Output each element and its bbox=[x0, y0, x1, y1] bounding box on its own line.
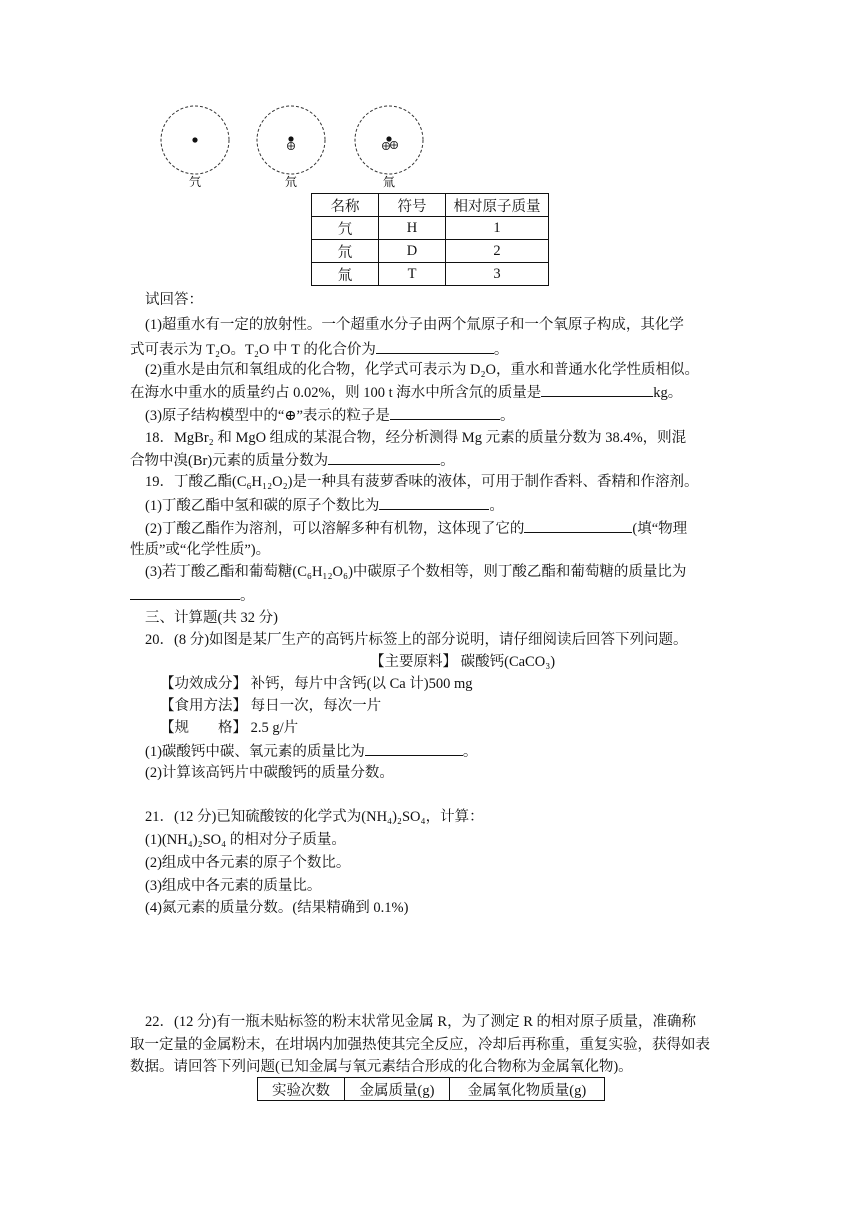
isotope-table bbox=[311, 193, 549, 286]
answer-blank[interactable] bbox=[365, 741, 463, 756]
q21-part2: (2)组成中各元素的原子个数比。 bbox=[145, 855, 351, 871]
q20-part2: (2)计算该高钙片中碳酸钙的质量分数。 bbox=[145, 765, 394, 781]
answer-blank[interactable] bbox=[130, 585, 240, 600]
table-cell: 2 bbox=[446, 240, 549, 263]
table-row bbox=[312, 263, 549, 286]
q19-part3-line2: 。 bbox=[130, 585, 255, 606]
table-header-row bbox=[312, 194, 549, 217]
atom-protium bbox=[161, 106, 229, 189]
atom-label: 氚 bbox=[382, 175, 396, 189]
q17-part3: (3)原子结构模型中的“⊕”表示的粒子是 。 bbox=[145, 405, 514, 426]
table-cell: H bbox=[379, 217, 446, 240]
answer-blank[interactable] bbox=[376, 339, 494, 354]
q21-part4: (4)氮元素的质量分数。(结果精确到 0.1%) bbox=[145, 900, 409, 916]
atom-deuterium bbox=[257, 106, 325, 189]
table-cell: 氕 bbox=[312, 217, 379, 240]
q17-part2-line1: (2)重水是由氘和氧组成的化合物，化学式可表示为 D₂O，重水和普通水化学性质相似。 bbox=[145, 362, 700, 378]
q20-intro: 20．(8 分)如图是某厂生产的高钙片标签上的部分说明，请仔细阅读后回答下列问题。 bbox=[145, 632, 688, 648]
table-cell: 氚 bbox=[312, 263, 379, 286]
experiment-table bbox=[257, 1077, 605, 1101]
answer-blank[interactable] bbox=[328, 450, 440, 465]
answer-blank[interactable] bbox=[524, 518, 632, 533]
section-title: 三、计算题(共 32 分) bbox=[145, 610, 278, 626]
table-row bbox=[312, 240, 549, 263]
q20-part1: (1)碳酸钙中碳、氧元素的质量比为 。 bbox=[145, 741, 477, 762]
electron-dot bbox=[386, 136, 391, 141]
q22-line2: 取一定量的金属粉末，在坩埚内加强热使其完全反应，冷却后再称重，重复实验，获得如表 bbox=[130, 1037, 710, 1053]
table-cell: 氘 bbox=[312, 240, 379, 263]
electron-dot bbox=[288, 136, 293, 141]
table-row bbox=[312, 217, 549, 240]
label-spec: 【规 格】 2.5 g/片 bbox=[160, 720, 299, 736]
atom-label: 氕 bbox=[188, 175, 202, 189]
atom-tritium bbox=[355, 106, 423, 189]
table-header-cell: 金属氧化物质量(g) bbox=[450, 1078, 605, 1101]
table-header-cell: 金属质量(g) bbox=[345, 1078, 450, 1101]
q21-part3: (3)组成中各元素的质量比。 bbox=[145, 878, 322, 894]
atom-label: 氘 bbox=[284, 175, 298, 189]
q22-line1: 22．(12 分)有一瓶未贴标签的粉末状常见金属 R，为了测定 R 的相对原子质量，准确称 bbox=[145, 1014, 696, 1030]
electron-dot bbox=[192, 137, 197, 142]
q19-part2-line2: 性质”或“化学性质”)。 bbox=[130, 542, 271, 558]
q18-line1: 18．MgBr₂ 和 MgO 组成的某混合物，经分析测得 Mg 元素的质量分数为 38.4%，则混 bbox=[145, 430, 687, 446]
table-header-row bbox=[258, 1078, 605, 1101]
table-cell: D bbox=[379, 240, 446, 263]
q21-intro: 21．(12 分)已知硫酸铵的化学式为(NH₄)₂SO₄，计算： bbox=[145, 809, 484, 825]
q21-part1: (1)(NH₄)₂SO₄ 的相对分子质量。 bbox=[145, 832, 346, 848]
q19-intro: 19．丁酸乙酯(C₆H₁₂O₂)是一种具有菠萝香味的液体，可用于制作香料、香精和作溶剂。 bbox=[145, 474, 699, 490]
q18-line2: 合物中溴(Br)元素的质量分数为 。 bbox=[130, 450, 455, 471]
table-cell: 3 bbox=[446, 263, 549, 286]
q19-part3-line1: (3)若丁酸乙酯和葡萄糖(C₆H₁₂O₆)中碳原子个数相等，则丁酸乙酯和葡萄糖的质量比为 bbox=[145, 564, 687, 580]
q19-part2-line1: (2)丁酸乙酯作为溶剂，可以溶解多种有机物，这体现了它的 (填“物理 bbox=[145, 518, 687, 539]
table-cell: 1 bbox=[446, 217, 549, 240]
q17-part2-line2: 在海水中重水的质量约占 0.02%，则 100 t 海水中所含氘的质量是 kg。 bbox=[130, 382, 682, 403]
label-usage: 【食用方法】 每日一次，每次一片 bbox=[160, 698, 382, 714]
table-header-cell: 相对原子质量 bbox=[446, 194, 549, 217]
table-cell: T bbox=[379, 263, 446, 286]
q17-part1-line2: 式可表示为 T₂O。T₂O 中 T 的化合价为 。 bbox=[130, 339, 508, 360]
answer-blank[interactable] bbox=[390, 405, 500, 420]
table-header-cell: 符号 bbox=[379, 194, 446, 217]
q19-part1: (1)丁酸乙酯中氢和碳的原子个数比为 。 bbox=[145, 495, 504, 516]
answer-blank[interactable] bbox=[541, 382, 653, 397]
label-effect: 【功效成分】 补钙，每片中含钙(以 Ca 计)500 mg bbox=[160, 676, 473, 692]
table-header-cell: 实验次数 bbox=[258, 1078, 345, 1101]
answer-blank[interactable] bbox=[379, 495, 489, 510]
q17-part1-line1: (1)超重水有一定的放射性。一个超重水分子由两个氚原子和一个氧原子构成，其化学 bbox=[145, 317, 684, 333]
label-main-ingredient: 【主要原料】 碳酸钙(CaCO₃) bbox=[370, 654, 556, 670]
q22-line3: 数据。请回答下列问题(已知金属与氧元素结合形成的化合物称为金属氧化物)。 bbox=[130, 1059, 633, 1075]
atom-models-diagram bbox=[150, 100, 440, 195]
q17-intro: 试回答： bbox=[145, 292, 203, 308]
table-header-cell: 名称 bbox=[312, 194, 379, 217]
